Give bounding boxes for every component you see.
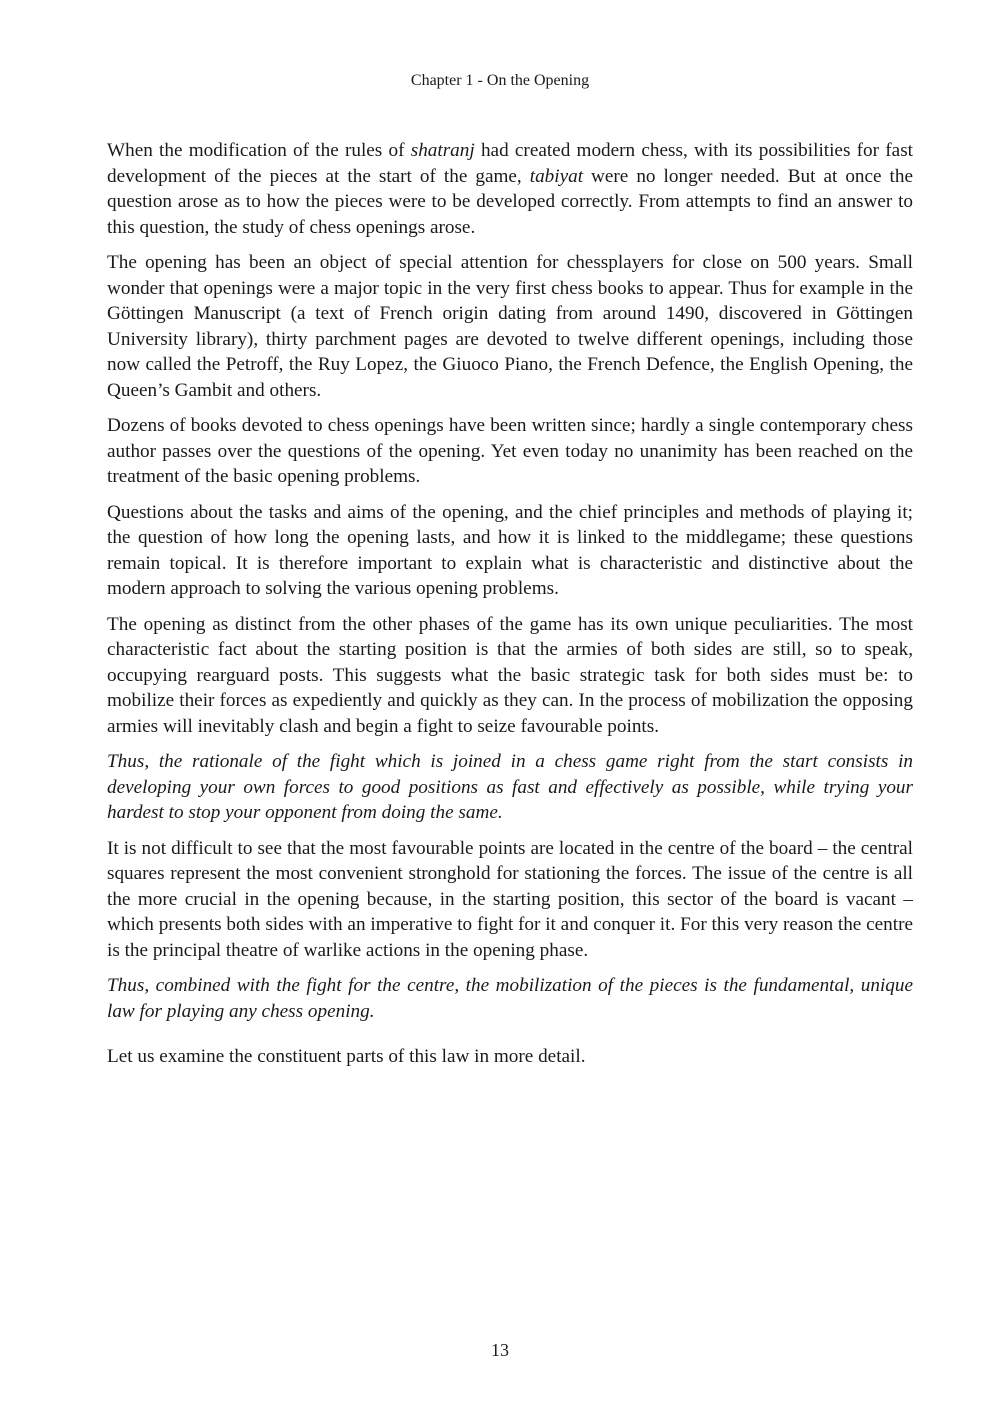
- paragraph-8-italic-law: Thus, combined with the fight for the centre, the mobilization of the pieces is the fundamental, unique law for playing any chess opening.: [107, 975, 913, 1022]
- paragraph-5: The opening as distinct from the other phases of the game has its own unique peculiarities. The most characteristic fact about the starting position is that the armies of both sides are still, so to speak, occupying rearguard posts. This suggests what the basic strategic task for both sides must be: to mobilize their forces as expediently and quickly as they can. In the process of mobilization the opposing armies will inevitably clash and begin a fight to seize favourable points.: [107, 613, 913, 737]
- paragraph-3: Dozens of books devoted to chess openings have been written since; hardly a single contemporary chess author passes over the questions of the opening. Yet even today no unanimity has been reached on the treatment of the basic opening problems.: [107, 415, 913, 487]
- paragraph-1-text-a: When the modification of the rules of: [107, 140, 411, 161]
- term-tabiyat: tabiyat: [529, 165, 584, 187]
- body-text: [107, 138, 913, 1080]
- page-number: 13: [491, 1340, 509, 1360]
- paragraph-4: Questions about the tasks and aims of the opening, and the chief principles and methods of playing it; the question of how long the opening lasts, and how it is linked to the middlegame; these questions remain topical. It is therefore important to explain what is characteristic and distinctive about the modern approach to solving the various opening problems.: [107, 501, 913, 599]
- term-shatranj: shatranj: [410, 140, 475, 161]
- paragraph-1-text-c: were no longer needed. But at once the question arose as to how the pieces were to be developed correctly. From attempts to find an answer to this question, the study of chess openings arose.: [107, 165, 913, 238]
- paragraph-1: [107, 138, 913, 240]
- paragraph-9: Let us examine the constituent parts of this law in more detail.: [107, 1046, 586, 1067]
- paragraph-1-text-b: had created modern chess, with its possibilities for fast development of the pieces at the start of the game,: [107, 140, 913, 187]
- paragraph-2: The opening has been an object of special attention for chessplayers for close on 500 years. Small wonder that openings were a major topic in the very first chess books to appear. Thus for example in the Göttingen Manuscript (a text of French origin dating from around 1490, discovered in Göttingen University library), thirty parchment pages are devoted to twelve different openings, including those now called the Petroff, the Ruy Lopez, the Giuoco Piano, the French Defence, the English Opening, the Queen’s Gambit and others.: [107, 252, 913, 401]
- running-header: Chapter 1 - On the Opening: [410, 72, 590, 89]
- paragraph-6-italic-principle: Thus, the rationale of the fight which is joined in a chess game right from the start consists in developing your own forces to good positions as fast and effectively as possible, while trying your hardest to stop your opponent from doing the same.: [107, 751, 913, 823]
- paragraph-7: It is not difficult to see that the most favourable points are located in the centre of the board – the central squares represent the most convenient stronghold for stationing the forces. The issue of the centre is all the more crucial in the opening because, in the starting position, this sector of the board is vacant – which presents both sides with an imperative to fight for it and conquer it. For this very reason the centre is the principal theatre of warlike actions in the opening phase.: [107, 837, 913, 961]
